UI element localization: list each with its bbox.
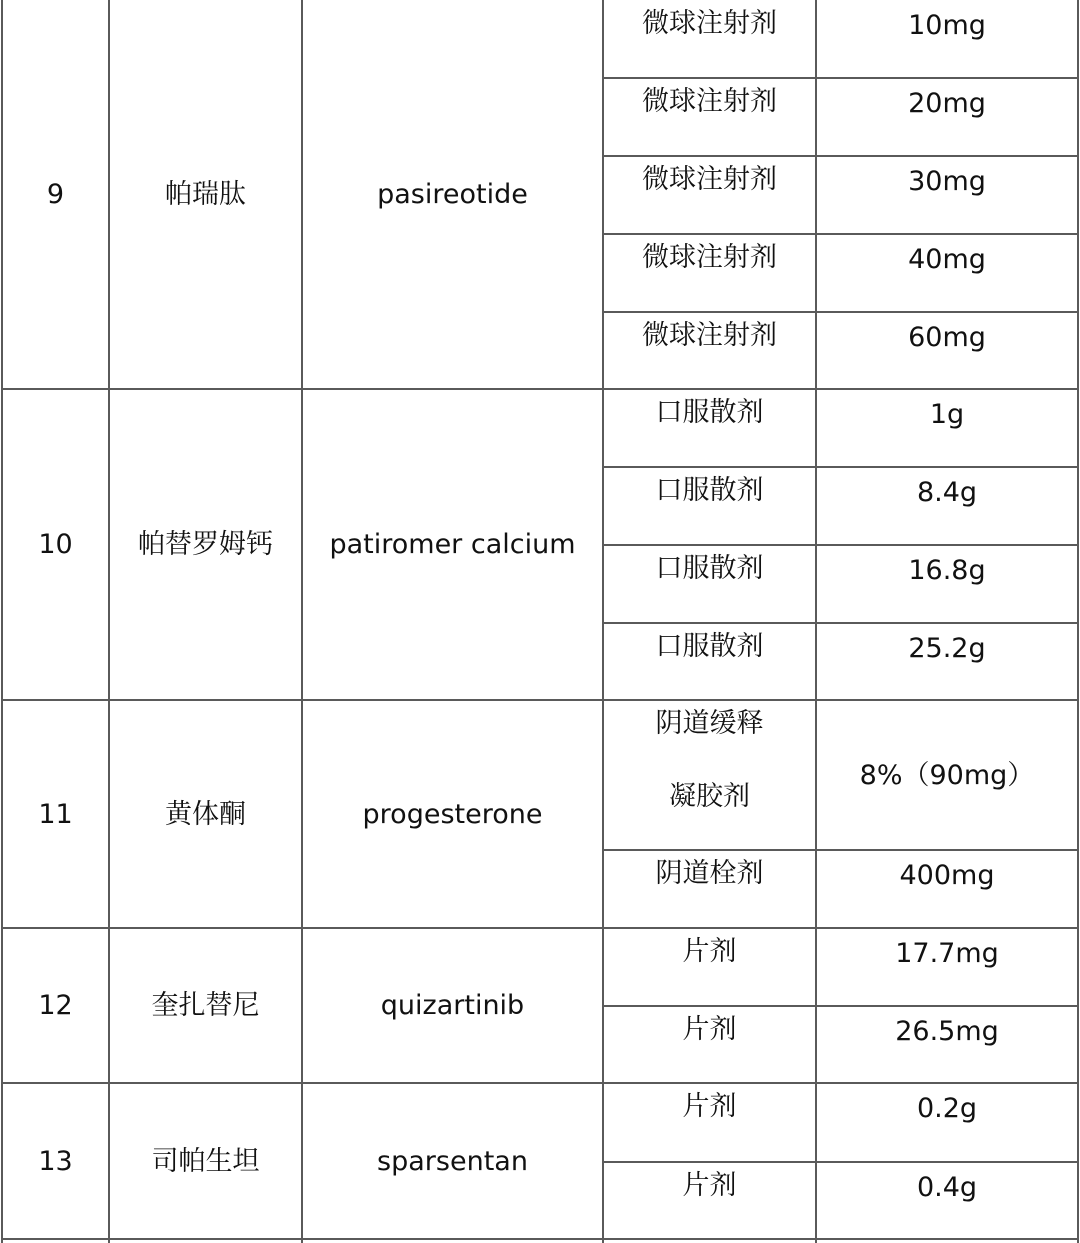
chinese-name-cell: 帕替罗姆钙 bbox=[138, 529, 273, 560]
serial-number-cell: 11 bbox=[38, 798, 73, 830]
serial-number-cell: 12 bbox=[38, 990, 73, 1021]
dosage-form-cell bbox=[603, 234, 816, 312]
strength-cell: 10mg bbox=[908, 10, 986, 41]
chinese-name-cell: 帕瑞肽 bbox=[165, 179, 246, 210]
serial-number-cell: 9 bbox=[46, 179, 65, 210]
dosage-form-cell bbox=[603, 389, 816, 467]
strength-cell: 1g bbox=[929, 399, 965, 430]
dosage-form-cell bbox=[603, 1162, 816, 1239]
dosage-form-cell bbox=[603, 0, 816, 78]
dosage-form-line: 口服散剂 bbox=[655, 475, 764, 506]
dosage-form-line: 微球注射剂 bbox=[642, 86, 777, 117]
english-name-cell: patiromer calcium bbox=[329, 529, 576, 560]
strength-cell: 30mg bbox=[908, 166, 986, 197]
dosage-form-cell bbox=[603, 623, 816, 700]
strength-cell: 8.4g bbox=[916, 477, 978, 508]
strength-cell: 8%（90mg） bbox=[859, 759, 1035, 791]
strength-cell: 16.8g bbox=[908, 555, 986, 586]
serial-number-cell: 10 bbox=[38, 529, 73, 560]
dosage-form-line: 片剂 bbox=[682, 1014, 737, 1045]
strength-cell: 40mg bbox=[908, 244, 986, 275]
dosage-form-line: 口服散剂 bbox=[655, 553, 764, 584]
dosage-form-line: 阴道缓释 bbox=[655, 708, 764, 739]
dosage-form-line: 微球注射剂 bbox=[642, 320, 777, 351]
dosage-form-cell bbox=[603, 928, 816, 1006]
serial-number-cell: 13 bbox=[38, 1145, 73, 1177]
dosage-form-line: 片剂 bbox=[682, 1170, 737, 1201]
dosage-form-cell bbox=[603, 1006, 816, 1083]
dosage-form-cell bbox=[603, 545, 816, 623]
chinese-name-cell: 司帕生坦 bbox=[151, 1145, 260, 1177]
strength-cell: 400mg bbox=[899, 860, 995, 891]
dosage-form-line: 微球注射剂 bbox=[642, 242, 777, 273]
dosage-form-cell bbox=[603, 312, 816, 389]
strength-cell: 0.4g bbox=[916, 1172, 978, 1203]
strength-cell: 25.2g bbox=[908, 633, 986, 664]
english-name-cell: quizartinib bbox=[380, 990, 525, 1021]
dosage-form-cell bbox=[603, 156, 816, 234]
strength-cell: 0.2g bbox=[916, 1093, 978, 1124]
dosage-form-line: 阴道栓剂 bbox=[655, 858, 764, 889]
strength-cell: 17.7mg bbox=[895, 938, 999, 969]
dosage-form-line: 片剂 bbox=[682, 936, 737, 967]
dosage-form-cell bbox=[603, 1083, 816, 1162]
dosage-form-line: 凝胶剂 bbox=[669, 781, 750, 812]
dosage-form-line: 口服散剂 bbox=[655, 631, 764, 662]
strength-cell: 60mg bbox=[908, 322, 986, 353]
dosage-form-cell bbox=[603, 78, 816, 156]
strength-cell: 26.5mg bbox=[895, 1016, 999, 1047]
english-name-cell: pasireotide bbox=[377, 179, 528, 210]
strength-cell: 20mg bbox=[908, 88, 986, 119]
chinese-name-cell: 奎扎替尼 bbox=[151, 990, 260, 1021]
english-name-cell: sparsentan bbox=[377, 1145, 528, 1177]
english-name-cell: progesterone bbox=[362, 798, 543, 830]
dosage-form-cell bbox=[603, 700, 816, 850]
dosage-form-line: 口服散剂 bbox=[655, 397, 764, 428]
dosage-form-cell bbox=[603, 850, 816, 928]
chinese-name-cell: 黄体酮 bbox=[165, 798, 246, 830]
dosage-form-line: 微球注射剂 bbox=[642, 164, 777, 195]
dosage-form-line: 片剂 bbox=[682, 1091, 737, 1122]
dosage-form-cell bbox=[603, 467, 816, 545]
dosage-form-line: 微球注射剂 bbox=[642, 8, 777, 39]
